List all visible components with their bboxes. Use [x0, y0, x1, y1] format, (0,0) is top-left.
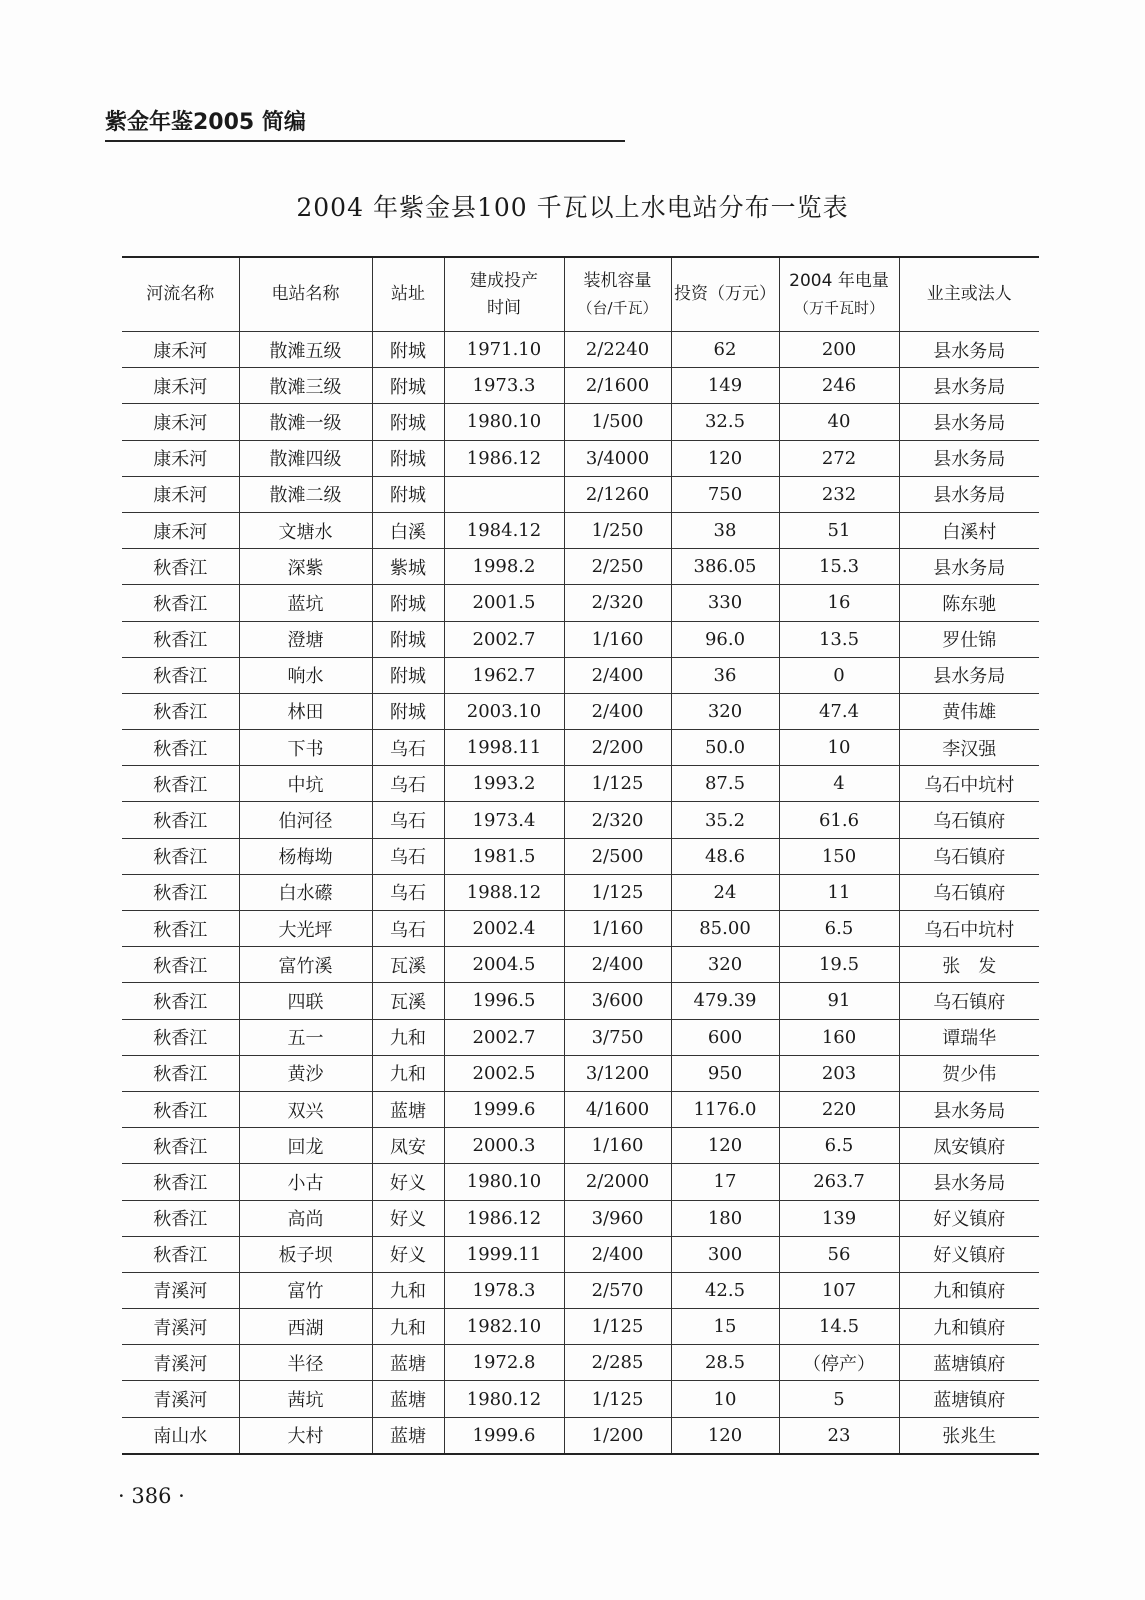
- table-row: [122, 332, 1039, 368]
- table-cell: 1998.11: [444, 730, 564, 766]
- table-cell: 秋香江: [122, 802, 239, 838]
- table-cell: 九和: [372, 1055, 444, 1091]
- table-row: [122, 512, 1039, 548]
- table-cell: 2/400: [564, 693, 671, 729]
- table-cell: 4/1600: [564, 1091, 671, 1127]
- table-cell: 950: [671, 1055, 779, 1091]
- table-cell: 2/500: [564, 838, 671, 874]
- table-cell: 35.2: [671, 802, 779, 838]
- table-cell: 107: [779, 1272, 899, 1308]
- table-cell: 1993.2: [444, 766, 564, 802]
- table-cell: 2001.5: [444, 585, 564, 621]
- table-cell: 乌石镇府: [899, 802, 1039, 838]
- table-row: [122, 911, 1039, 947]
- table-cell: 县水务局: [899, 440, 1039, 476]
- table-cell: 28.5: [671, 1345, 779, 1381]
- table-cell: 1973.4: [444, 802, 564, 838]
- table-cell: 386.05: [671, 549, 779, 585]
- table-cell: 13.5: [779, 621, 899, 657]
- table-body: [122, 332, 1039, 1454]
- table-cell: 瓦溪: [372, 947, 444, 983]
- table-cell: 散滩三级: [239, 368, 372, 404]
- table-cell: 48.6: [671, 838, 779, 874]
- table-cell: 2002.5: [444, 1055, 564, 1091]
- table-cell: 秋香江: [122, 693, 239, 729]
- column-header: 投资（万元）: [671, 257, 779, 332]
- table-cell: 203: [779, 1055, 899, 1091]
- table-row: [122, 1019, 1039, 1055]
- table-cell: 大光坪: [239, 911, 372, 947]
- table-row: [122, 730, 1039, 766]
- table-cell: 好义镇府: [899, 1236, 1039, 1272]
- table-cell: 1973.3: [444, 368, 564, 404]
- table-row: [122, 1200, 1039, 1236]
- table-cell: 120: [671, 1128, 779, 1164]
- table-cell: 下书: [239, 730, 372, 766]
- table-cell: 139: [779, 1200, 899, 1236]
- table-cell: 板子坝: [239, 1236, 372, 1272]
- running-header: [105, 105, 625, 142]
- table-cell: 6.5: [779, 1128, 899, 1164]
- table-cell: 九和镇府: [899, 1272, 1039, 1308]
- table-cell: 五一: [239, 1019, 372, 1055]
- table-cell: 3/600: [564, 983, 671, 1019]
- table-cell: 91: [779, 983, 899, 1019]
- table-cell: 富竹溪: [239, 947, 372, 983]
- table-cell: 澄塘: [239, 621, 372, 657]
- table-row: [122, 1417, 1039, 1454]
- table-cell: 秋香江: [122, 730, 239, 766]
- table-row: [122, 1164, 1039, 1200]
- table-cell: 九和: [372, 1019, 444, 1055]
- table-cell: 2/400: [564, 657, 671, 693]
- table-cell: 62: [671, 332, 779, 368]
- table-cell: 2004.5: [444, 947, 564, 983]
- table-cell: 2/320: [564, 585, 671, 621]
- table-cell: 响水: [239, 657, 372, 693]
- table-cell: （停产）: [779, 1345, 899, 1381]
- table-cell: 乌石中坑村: [899, 911, 1039, 947]
- table-cell: 1988.12: [444, 874, 564, 910]
- table-row: [122, 368, 1039, 404]
- table-cell: 1998.2: [444, 549, 564, 585]
- table-row: [122, 621, 1039, 657]
- table-cell: 330: [671, 585, 779, 621]
- table-cell: 黄伟雄: [899, 693, 1039, 729]
- table-cell: 1996.5: [444, 983, 564, 1019]
- table-cell: 康禾河: [122, 512, 239, 548]
- table-cell: 750: [671, 476, 779, 512]
- table-cell: 陈东驰: [899, 585, 1039, 621]
- table-cell: 32.5: [671, 404, 779, 440]
- table-cell: 秋香江: [122, 1128, 239, 1164]
- table-cell: 10: [671, 1381, 779, 1417]
- table-cell: 蓝塘: [372, 1091, 444, 1127]
- table-cell: 附城: [372, 332, 444, 368]
- table-cell: 秋香江: [122, 874, 239, 910]
- table-cell: 秋香江: [122, 838, 239, 874]
- table-row: [122, 983, 1039, 1019]
- table-row: [122, 1272, 1039, 1308]
- table-cell: 秋香江: [122, 549, 239, 585]
- table-cell: 320: [671, 947, 779, 983]
- table-cell: 246: [779, 368, 899, 404]
- table-cell: 张兆生: [899, 1417, 1039, 1454]
- table-row: [122, 585, 1039, 621]
- table-cell: 5: [779, 1381, 899, 1417]
- table-row: [122, 802, 1039, 838]
- table-cell: 1980.12: [444, 1381, 564, 1417]
- column-header: 业主或法人: [899, 257, 1039, 332]
- table-cell: 6.5: [779, 911, 899, 947]
- table-cell: 96.0: [671, 621, 779, 657]
- table-cell: 1/125: [564, 1309, 671, 1345]
- table-cell: 3/1200: [564, 1055, 671, 1091]
- table-cell: 1/160: [564, 911, 671, 947]
- table-cell: 2/285: [564, 1345, 671, 1381]
- table-cell: 1978.3: [444, 1272, 564, 1308]
- table-cell: 38: [671, 512, 779, 548]
- table-cell: 康禾河: [122, 440, 239, 476]
- table-cell: 1/250: [564, 512, 671, 548]
- table-cell: 县水务局: [899, 1164, 1039, 1200]
- table-cell: 散滩二级: [239, 476, 372, 512]
- table-cell: 县水务局: [899, 657, 1039, 693]
- table-row: [122, 1091, 1039, 1127]
- table-cell: 罗仕锦: [899, 621, 1039, 657]
- table-cell: 秋香江: [122, 621, 239, 657]
- table-cell: 小古: [239, 1164, 372, 1200]
- table-cell: 263.7: [779, 1164, 899, 1200]
- table-cell: 2002.7: [444, 1019, 564, 1055]
- table-cell: 1999.6: [444, 1417, 564, 1454]
- table-cell: 150: [779, 838, 899, 874]
- table-cell: 1962.7: [444, 657, 564, 693]
- table-cell: 19.5: [779, 947, 899, 983]
- table-cell: 17: [671, 1164, 779, 1200]
- table-cell: 1999.6: [444, 1091, 564, 1127]
- table-cell: 康禾河: [122, 332, 239, 368]
- table-title: 2004 年紫金县100 千瓦以上水电站分布一览表: [296, 193, 849, 222]
- table-row: [122, 1128, 1039, 1164]
- table-cell: 黄沙: [239, 1055, 372, 1091]
- table-cell: 白溪村: [899, 512, 1039, 548]
- table-cell: 蓝塘镇府: [899, 1381, 1039, 1417]
- table-cell: 白溪: [372, 512, 444, 548]
- table-cell: 附城: [372, 440, 444, 476]
- table-cell: 2/1600: [564, 368, 671, 404]
- table-cell: 县水务局: [899, 1091, 1039, 1127]
- table-cell: 120: [671, 1417, 779, 1454]
- table-cell: 乌石: [372, 838, 444, 874]
- table-cell: 秋香江: [122, 766, 239, 802]
- table-row: [122, 1236, 1039, 1272]
- table-cell: 半径: [239, 1345, 372, 1381]
- table-cell: 1999.11: [444, 1236, 564, 1272]
- table-cell: 1982.10: [444, 1309, 564, 1345]
- table-row: [122, 1381, 1039, 1417]
- table-cell: 乌石: [372, 766, 444, 802]
- table-row: [122, 838, 1039, 874]
- table-row: [122, 549, 1039, 585]
- table-cell: 附城: [372, 476, 444, 512]
- table-cell: 2002.7: [444, 621, 564, 657]
- table-cell: 320: [671, 693, 779, 729]
- table-cell: 2/1260: [564, 476, 671, 512]
- table-cell: 272: [779, 440, 899, 476]
- table-cell: 凤安镇府: [899, 1128, 1039, 1164]
- table-cell: 120: [671, 440, 779, 476]
- table-cell: 1972.8: [444, 1345, 564, 1381]
- table-cell: 蓝塘镇府: [899, 1345, 1039, 1381]
- table-cell: 秋香江: [122, 585, 239, 621]
- table-cell: 2003.10: [444, 693, 564, 729]
- table-cell: 九和镇府: [899, 1309, 1039, 1345]
- column-header: 装机容量 （台/千瓦）: [564, 257, 671, 332]
- table-cell: 西湖: [239, 1309, 372, 1345]
- table-cell: 1/160: [564, 621, 671, 657]
- column-header: 河流名称: [122, 257, 239, 332]
- table-cell: 高尚: [239, 1200, 372, 1236]
- table-cell: 附城: [372, 657, 444, 693]
- table-cell: 36: [671, 657, 779, 693]
- table-cell: 61.6: [779, 802, 899, 838]
- table-cell: 15.3: [779, 549, 899, 585]
- table-cell: 秋香江: [122, 1200, 239, 1236]
- table-cell: 好义: [372, 1200, 444, 1236]
- table-cell: 乌石: [372, 874, 444, 910]
- table-cell: 秋香江: [122, 911, 239, 947]
- table-cell: 附城: [372, 368, 444, 404]
- table-cell: 文塘水: [239, 512, 372, 548]
- table-cell: 乌石: [372, 911, 444, 947]
- table-cell: 县水务局: [899, 549, 1039, 585]
- column-header: 站址: [372, 257, 444, 332]
- table-cell: 九和: [372, 1272, 444, 1308]
- table-row: [122, 693, 1039, 729]
- table-cell: 富竹: [239, 1272, 372, 1308]
- table-cell: 乌石: [372, 802, 444, 838]
- table-cell: 11: [779, 874, 899, 910]
- table-cell: 林田: [239, 693, 372, 729]
- table-cell: 青溪河: [122, 1345, 239, 1381]
- table-cell: 青溪河: [122, 1381, 239, 1417]
- table-cell: 康禾河: [122, 476, 239, 512]
- table-cell: 回龙: [239, 1128, 372, 1164]
- table-cell: 瓦溪: [372, 983, 444, 1019]
- table-cell: 乌石: [372, 730, 444, 766]
- table-cell: 200: [779, 332, 899, 368]
- table-cell: 0: [779, 657, 899, 693]
- table-cell: 1986.12: [444, 1200, 564, 1236]
- table-cell: 479.39: [671, 983, 779, 1019]
- table-cell: 李汉强: [899, 730, 1039, 766]
- table-cell: 蓝塘: [372, 1417, 444, 1454]
- table-cell: 白水礤: [239, 874, 372, 910]
- table-cell: 2/400: [564, 947, 671, 983]
- table-cell: 秋香江: [122, 1019, 239, 1055]
- table-cell: 散滩四级: [239, 440, 372, 476]
- table-cell: 四联: [239, 983, 372, 1019]
- table-cell: 凤安: [372, 1128, 444, 1164]
- table-cell: 2000.3: [444, 1128, 564, 1164]
- table-cell: 紫城: [372, 549, 444, 585]
- table-cell: 232: [779, 476, 899, 512]
- table-cell: 杨梅坳: [239, 838, 372, 874]
- table-cell: 149: [671, 368, 779, 404]
- table-cell: 伯河径: [239, 802, 372, 838]
- table-cell: 16: [779, 585, 899, 621]
- table-cell: 乌石镇府: [899, 983, 1039, 1019]
- table-cell: 青溪河: [122, 1309, 239, 1345]
- table-cell: 10: [779, 730, 899, 766]
- table-cell: 1971.10: [444, 332, 564, 368]
- table-cell: 双兴: [239, 1091, 372, 1127]
- table-cell: 县水务局: [899, 368, 1039, 404]
- table-cell: 散滩一级: [239, 404, 372, 440]
- column-header: 建成投产 时间: [444, 257, 564, 332]
- table-cell: 40: [779, 404, 899, 440]
- table-cell: 茜坑: [239, 1381, 372, 1417]
- table-cell: 220: [779, 1091, 899, 1127]
- table-row: [122, 1055, 1039, 1091]
- table-cell: 2/320: [564, 802, 671, 838]
- table-cell: 南山水: [122, 1417, 239, 1454]
- table-cell: 24: [671, 874, 779, 910]
- table-cell: 秋香江: [122, 657, 239, 693]
- table-cell: 1981.5: [444, 838, 564, 874]
- table-cell: 2/250: [564, 549, 671, 585]
- page-number: · 386 ·: [118, 1484, 185, 1508]
- table-cell: 2/570: [564, 1272, 671, 1308]
- table-cell: 51: [779, 512, 899, 548]
- table-cell: 秋香江: [122, 1164, 239, 1200]
- table-row: [122, 1345, 1039, 1381]
- table-cell: 1/160: [564, 1128, 671, 1164]
- table-cell: 附城: [372, 621, 444, 657]
- table-cell: 2002.4: [444, 911, 564, 947]
- table-cell: 2/400: [564, 1236, 671, 1272]
- table-cell: 160: [779, 1019, 899, 1055]
- table-cell: 乌石镇府: [899, 874, 1039, 910]
- table-row: [122, 657, 1039, 693]
- table-cell: 秋香江: [122, 983, 239, 1019]
- table-cell: 1/500: [564, 404, 671, 440]
- table-cell: 3/750: [564, 1019, 671, 1055]
- table-cell: 3/960: [564, 1200, 671, 1236]
- table-row: [122, 404, 1039, 440]
- table-cell: 600: [671, 1019, 779, 1055]
- table-row: [122, 476, 1039, 512]
- table-cell: 大村: [239, 1417, 372, 1454]
- table-cell: 1/125: [564, 874, 671, 910]
- table-cell: 2/2240: [564, 332, 671, 368]
- table-cell: 附城: [372, 585, 444, 621]
- table-cell: 县水务局: [899, 332, 1039, 368]
- table-cell: 180: [671, 1200, 779, 1236]
- table-cell: 蓝塘: [372, 1381, 444, 1417]
- table-cell: 14.5: [779, 1309, 899, 1345]
- table-cell: [444, 476, 564, 512]
- table-cell: 散滩五级: [239, 332, 372, 368]
- table-cell: 附城: [372, 693, 444, 729]
- table-cell: 4: [779, 766, 899, 802]
- table-cell: 秋香江: [122, 1091, 239, 1127]
- table-cell: 秋香江: [122, 1055, 239, 1091]
- table-cell: 1/125: [564, 766, 671, 802]
- table-cell: 青溪河: [122, 1272, 239, 1308]
- table-cell: 56: [779, 1236, 899, 1272]
- table-cell: 好义: [372, 1164, 444, 1200]
- table-header-row: [122, 257, 1039, 332]
- table-cell: 县水务局: [899, 476, 1039, 512]
- table-cell: 好义: [372, 1236, 444, 1272]
- table-cell: 好义镇府: [899, 1200, 1039, 1236]
- table-cell: 深紫: [239, 549, 372, 585]
- table-cell: 47.4: [779, 693, 899, 729]
- table-cell: 乌石中坑村: [899, 766, 1039, 802]
- table-cell: 1/200: [564, 1417, 671, 1454]
- table-cell: 50.0: [671, 730, 779, 766]
- table-cell: 3/4000: [564, 440, 671, 476]
- table-row: [122, 1309, 1039, 1345]
- table-cell: 乌石镇府: [899, 838, 1039, 874]
- table-cell: 九和: [372, 1309, 444, 1345]
- table-cell: 贺少伟: [899, 1055, 1039, 1091]
- table-cell: 23: [779, 1417, 899, 1454]
- table-cell: 蓝坑: [239, 585, 372, 621]
- column-header: 电站名称: [239, 257, 372, 332]
- hydropower-stations-table: [122, 256, 1039, 1455]
- table-row: [122, 766, 1039, 802]
- table-cell: 附城: [372, 404, 444, 440]
- table-row: [122, 874, 1039, 910]
- table-cell: 300: [671, 1236, 779, 1272]
- table-cell: 张 发: [899, 947, 1039, 983]
- table-cell: 15: [671, 1309, 779, 1345]
- table-cell: 1/125: [564, 1381, 671, 1417]
- table-cell: 1980.10: [444, 1164, 564, 1200]
- table-cell: 1176.0: [671, 1091, 779, 1127]
- table-cell: 87.5: [671, 766, 779, 802]
- table-cell: 2/2000: [564, 1164, 671, 1200]
- table-cell: 秋香江: [122, 947, 239, 983]
- table-cell: 42.5: [671, 1272, 779, 1308]
- table-cell: 2/200: [564, 730, 671, 766]
- table-cell: 秋香江: [122, 1236, 239, 1272]
- book-title: 紫金年鉴2005 简编: [105, 110, 306, 135]
- table-cell: 谭瑞华: [899, 1019, 1039, 1055]
- table-row: [122, 440, 1039, 476]
- table-row: [122, 947, 1039, 983]
- table-cell: 县水务局: [899, 404, 1039, 440]
- column-header: 2004 年电量 （万千瓦时）: [779, 257, 899, 332]
- table-cell: 1980.10: [444, 404, 564, 440]
- table-cell: 85.00: [671, 911, 779, 947]
- table-cell: 中坑: [239, 766, 372, 802]
- table-cell: 1984.12: [444, 512, 564, 548]
- table-cell: 1986.12: [444, 440, 564, 476]
- table-cell: 康禾河: [122, 368, 239, 404]
- table-cell: 蓝塘: [372, 1345, 444, 1381]
- table-cell: 康禾河: [122, 404, 239, 440]
